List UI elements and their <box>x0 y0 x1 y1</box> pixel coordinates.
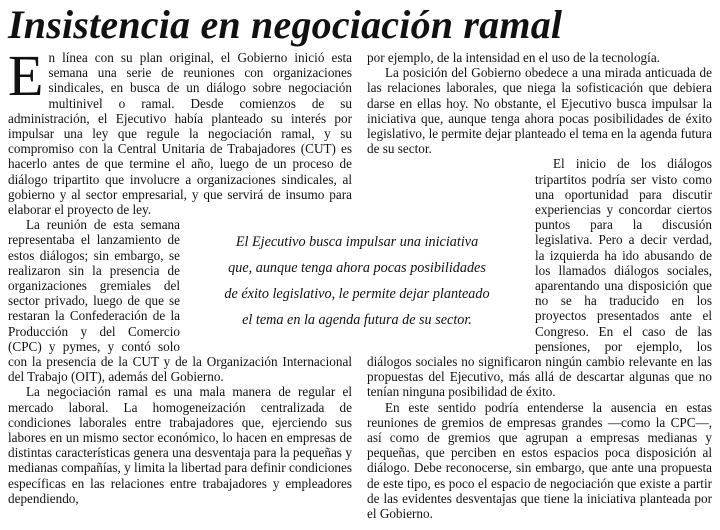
article-paragraph: La posición del Gobierno obedece a una mirada anticuada de las relaciones laborales, que niega la sofisticación que debiera darse en ellas hoy. No obstante, el Ejecutivo busca impulsar la iniciativa que, aunque tenga ahora pocas posibilidades de éxito legislativo, le permite dejar planteado el tema en la agenda futura de su sector. <box>367 65 712 157</box>
article-paragraph <box>8 43 352 218</box>
paragraph-text: n línea con su plan original, el Gobierno inició esta semana una serie de reuniones con organizaciones sindicales, en busca de un diálogo sobre negociación multinivel o ramal. Desde comienzos de su administración, el Ejecutivo había planteado su interés por impulsar una ley que regule la negociación ramal, y su compromiso con la Central Unitaria de Trabajadores (CUT) es hacerlo antes de que termine el año, luego de un proceso de diálogo tripartito que involucre a organizaciones sindicales, al gobierno y al sector empresarial, y que servirá de insumo para elaborar el proyecto de ley. <box>8 50 352 218</box>
pullquote-line: El Ejecutivo busca impulsar una iniciativa <box>235 234 479 250</box>
article-headline: Insistencia en negociación ramal <box>8 2 563 47</box>
article-paragraph: La negociación ramal es una mala manera de regular el mercado laboral. La homogeneización centralizada de condiciones laborales entre trabajadores que, ejerciendo sus labores en un mismo sector económico, lo hacen en empresas de distintas características genera una desventaja para la pequeñas y medianas compañías, y limita la libertad para definir condiciones específicas en las relaciones entre trabajadores y empleadores dependiendo, <box>8 384 352 506</box>
article-paragraph: El inicio de los diálogos tripartitos podría ser visto como una oportunidad para discutir experiencias y concordar ciertos puntos para la discusión legislativa. Pero a decir verdad, la izquierda ha ido abusando de los llamados diálogos sociales, aparentando una disposición que no se ha traducido en los proyectos presentados ante el Congreso. En el caso de las pensiones, por ejemplo, los diálogos sociales no significaron ningún cambio relevante en las propuestas del Ejecutivo, más allá de descartar algunas que no tenían ninguna posibilidad de éxito. <box>367 156 712 400</box>
article-paragraph: En este sentido podría entenderse la ausencia en estas reuniones de gremios de empresas grandes —como la CPC—, así como de gremios que agrupan a empresas medianas y pequeñas, que perciben en estos espacios poca disposición al diálogo. Debe reconocerse, sin embargo, que ante una propuesta de este tipo, es poco el espacio de negociación que existe a partir de las evidentes desventajas que tiene la iniciativa planteada por el Gobierno. <box>367 399 712 522</box>
drop-cap: E <box>8 43 44 108</box>
pullquote-line: de éxito legislativo, le permite dejar planteado <box>224 286 490 302</box>
article-paragraph: por ejemplo, de la intensidad en el uso de la tecnología. <box>367 50 660 65</box>
pull-quote <box>198 229 516 333</box>
article-paragraph: La reunión de esta semana representaba el lanzamiento de estos diálogos; sin embargo, se realizaron sin la presencia de organizaciones gremiales del sector privado, luego de que se restaran la Confederación de la Producción y del Comercio (CPC) y pymes, y contó solo con la presencia de la CUT y de la Organización Internacional del Trabajo (OIT), además del Gobierno. <box>8 217 352 385</box>
pullquote-line: que, aunque tenga ahora pocas posibilidades <box>228 260 486 276</box>
pullquote-line: el tema en la agenda futura de su sector. <box>242 312 472 328</box>
